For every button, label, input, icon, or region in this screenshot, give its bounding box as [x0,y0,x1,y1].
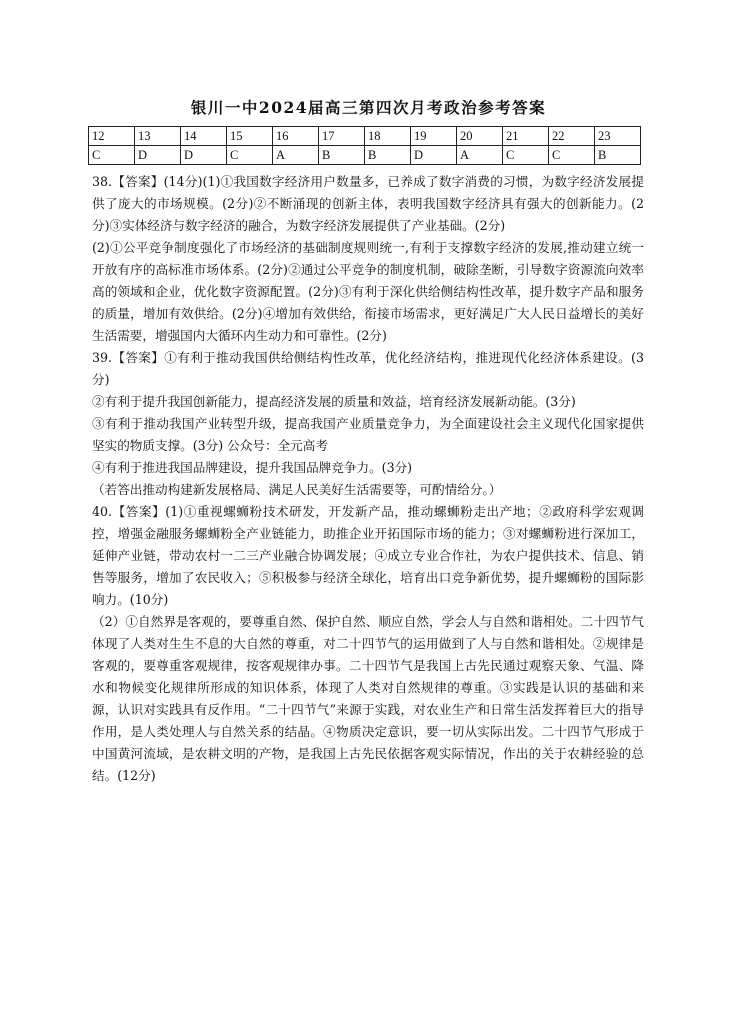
answer-cell: D [181,146,227,165]
answer-row [89,146,641,165]
q38-part1-paragraph: 38.【答案】(14分)(1)①我国数字经济用户数量多，已养成了数字消费的习惯，为数字经济发展提供了庞大的市场规模。(2分)②不断涌现的创新主体，表明我国数字经济具有强大的创新能力。(2分)③实体经济与数字经济的融合，为数字经济发展提供了产业基础。(2分) [92,174,644,233]
answer-cell: B [319,146,365,165]
q39-point3-paragraph: ③有利于推动我国产业转型升级，提高我国产业质量竞争力，为全面建设社会主义现代化国家提供坚实的物质支撑。(3分) 公众号：全元高考 [92,416,644,453]
question-number-cell: 16 [273,127,319,146]
question-number-cell: 21 [503,127,549,146]
question-number-cell: 22 [549,127,595,146]
answer-cell: C [549,146,595,165]
question-number-cell: 17 [319,127,365,146]
question-number-cell: 15 [227,127,273,146]
answer-cell: A [273,146,319,165]
q40-part1-paragraph: 40.【答案】(1)①重视螺蛳粉技术研发，开发新产品，推动螺蛳粉走出产地；②政府科学宏观调控，增强金融服务螺蛳粉全产业链能力，助推企业开拓国际市场的能力；③对螺蛳粉进行深加工，延伸产业链，带动农村一二三产业融合协调发展；④成立专业合作社，为农户提供技术、信息、销售等服务，增加了农民收入；⑤积极参与经济全球化，培育出口竞争新优势，提升螺蛳粉的国际影响力。(10分) [92,504,644,607]
question-number-cell: 18 [365,127,411,146]
q39-point2-paragraph: ②有利于提升我国创新能力，提高经济发展的质量和效益，培育经济发展新动能。(3分) [92,394,576,409]
q38-part2-paragraph: (2)①公平竞争制度强化了市场经济的基础制度规则统一,有利于支撑数字经济的发展,推动建立统一开放有序的高标准市场体系。(2分)②通过公平竞争的制度机制，破除垄断，引导数字资源流向效率高的领域和企业，优化数字资源配置。(2分)③有利于深化供给侧结构性改革，提升数字产品和服务的质量，增加有效供给。(2分)④增加有效供给，衔接市场需求，更好满足广大人民日益增长的美好生活需要，增强国内大循环内生动力和可靠性。(2分) [92,240,644,343]
page-title: 银川一中2024届高三第四次月考政治参考答案 [190,98,547,117]
q39-point4-paragraph: ④有利于推进我国品牌建设，提升我国品牌竞争力。(3分) [92,460,413,475]
answer-cell: C [227,146,273,165]
q39-intro-paragraph: 39.【答案】①有利于推动我国供给侧结构性改革，优化经济结构，推进现代化经济体系建设。(3分) [92,350,644,387]
answer-cell: D [411,146,457,165]
answer-cell: C [503,146,549,165]
answer-cell: B [595,146,641,165]
answer-cell: B [365,146,411,165]
answer-body [92,171,644,787]
answer-cell: D [135,146,181,165]
answer-cell: C [89,146,135,165]
q39-note-paragraph: （若答出推动构建新发展格局、满足人民美好生活需要等，可酌情给分。） [92,482,502,497]
question-number-cell: 19 [411,127,457,146]
answer-cell: A [457,146,503,165]
question-number-cell: 23 [595,127,641,146]
question-number-cell: 13 [135,127,181,146]
question-number-cell: 14 [181,127,227,146]
answer-table [88,126,641,165]
q40-part2-paragraph: （2）①自然界是客观的，要尊重自然、保护自然、顺应自然，学会人与自然和谐相处。二十四节气体现了人类对生生不息的大自然的尊重，对二十四节气的运用做到了人与自然和谐相处。②规律是客观的，要尊重客观规律，按客观规律办事。二十四节气是我国上古先民通过观察天象、气温、降水和物候变化规律所形成的知识体系，体现了人类对自然规律的尊重。③实践是认识的基础和来源，认识对实践具有反作用。“二十四节气”来源于实践，对农业生产和日常生活发挥着巨大的指导作用，是人类处理人与自然关系的结晶。④物质决定意识，要一切从实际出发。二十四节气形成于中国黄河流域，是农耕文明的产物，是我国上古先民依据客观实际情况，作出的关于农耕经验的总结。(12分) [92,614,644,783]
question-number-cell: 20 [457,127,503,146]
question-number-row [89,127,641,146]
question-number-cell: 12 [89,127,135,146]
